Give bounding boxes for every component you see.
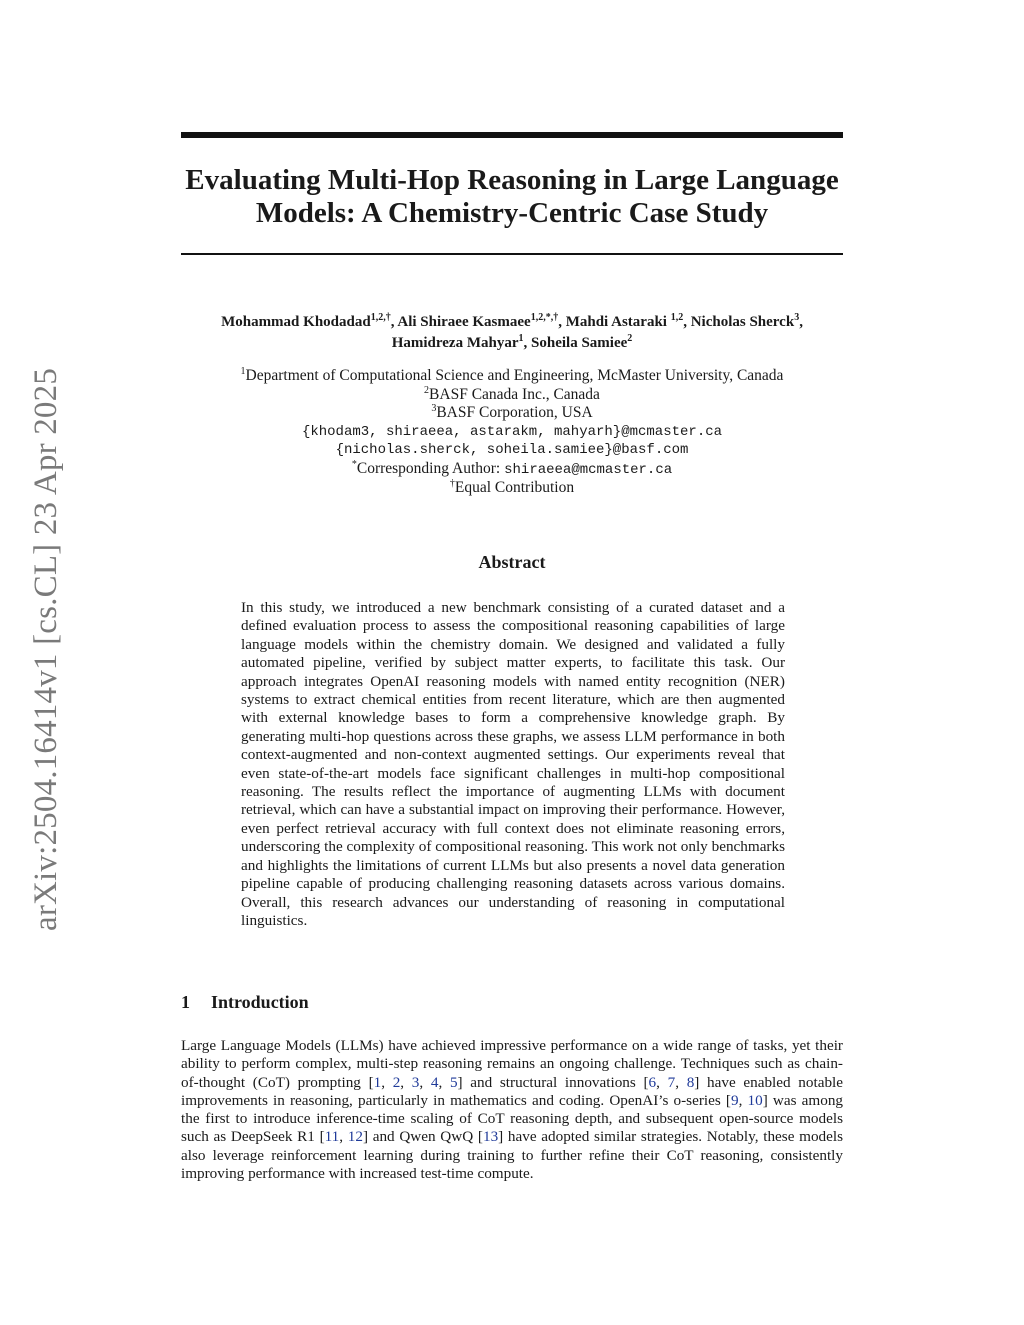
intro-text: , [438, 1073, 450, 1091]
arxiv-identifier [26, 356, 68, 942]
author-list [171, 312, 853, 354]
intro-text: , [738, 1091, 748, 1109]
author: Mahdi Astaraki $^{1,2}$, [565, 312, 691, 330]
section-title: Introduction [211, 992, 309, 1012]
intro-text: , [675, 1073, 687, 1091]
abstract-text: In this study, we introduced a new benchmark consisting of a curated dataset and a defined evaluation process to assess the compositional reasoning capabilities of large language models within the chemistry domain. We designed and validated a fully automated pipeline, verified by subject matter experts, to facilitate this task. Our approach integrates OpenAI reasoning models with named entity recognition (NER) systems to extract chemical entities from recent literature, which are then augmented with external knowledge bases to form a comprehensive knowledge graph. By generating multi-hop questions across these graphs, we assess LLM performance in both context-augmented and non-context augmented settings. Our experiments reveal that even state-of-the-art models face significant challenges in multi-hop compositional reasoning. The results reflect the importance of augmenting LLMs with document retrieval, which can have a substantial impact on improving their performance. However, even perfect retrieval accuracy with full context does not eliminate reasoning errors, underscoring the complexity of compositional reasoning. This work not only benchmarks and highlights the limitations of current LLMs but also presents a novel data generation pipeline capable of producing challenging reasoning datasets across various domains. Overall, this research advances our understanding of reasoning in computational linguistics. [241, 599, 785, 929]
intro-text: , [400, 1073, 412, 1091]
citation-link[interactable]: 11 [324, 1128, 340, 1146]
affiliation: $^1$Department of Computational Science and Engineering, McMaster University, Canada [240, 365, 784, 384]
intro-text: ] was among the first to introduce inference-time scaling of CoT reasoning depth, and subsequent open-source models such as DeepSeek R1 [ [181, 1091, 844, 1146]
intro-text: , [656, 1073, 668, 1091]
author: Ali Shiraee Kasmaee$^{1,2,*,\dagger}$, [397, 312, 566, 330]
author: Soheila Samiee$^2$ [531, 333, 633, 351]
title-top-rule [181, 132, 843, 138]
intro-text: , [339, 1128, 348, 1146]
intro-text: ] have enabled notable improvements in reasoning, particularly in mathematics and coding. OpenAI’s o-series [ [181, 1073, 844, 1109]
citation-link[interactable]: 7 [667, 1073, 676, 1091]
equal-contribution-note: †Equal Contribution [449, 477, 575, 496]
intro-text: Large Language Models (LLMs) have achieved impressive performance on a wide range of tasks, yet their ability to perform complex, multi-step reasoning remains an ongoing challenge. Techniques such as chain-of-thought (CoT) prompting [ [181, 1037, 843, 1091]
citation-link[interactable]: 12 [347, 1128, 363, 1146]
affiliation: $^3$BASF Corporation, USA [431, 402, 593, 421]
citation-link[interactable]: 13 [482, 1128, 499, 1146]
email-line[interactable]: {nicholas.sherck, soheila.samiee}@basf.com [335, 442, 689, 458]
citation-link[interactable]: 6 [648, 1073, 657, 1091]
intro-text: ] and Qwen QwQ [ [362, 1128, 483, 1146]
intro-text: ] and structural innovations [ [457, 1073, 649, 1091]
abstract-heading: Abstract [478, 552, 546, 572]
author: Nicholas Sherck$^3$, [690, 312, 803, 330]
corresponding-email[interactable]: shiraeea@mcmaster.ca [504, 461, 673, 478]
corresponding-author: *Corresponding Author: shiraeea@mcmaster.ca [351, 458, 673, 478]
affiliation: $^2$BASF Canada Inc., Canada [424, 384, 600, 403]
affiliations [181, 367, 843, 498]
intro-text: , [419, 1073, 431, 1091]
section-number: 1 [181, 992, 190, 1012]
citation-link[interactable]: 5 [449, 1073, 458, 1091]
email-line[interactable]: {khodam3, shiraeea, astarakm, mahyarh}@mcmaster.ca [301, 423, 723, 440]
citation-link[interactable]: 10 [747, 1091, 763, 1109]
citation-link[interactable]: 9 [730, 1091, 739, 1109]
section-heading [181, 992, 843, 1013]
paper-title: Evaluating Multi-Hop Reasoning in Large Language Models: A Chemistry-Centric Case Study [185, 164, 839, 229]
introduction-paragraph [181, 1037, 843, 1183]
citation-link[interactable]: 8 [686, 1073, 695, 1091]
author: Hamidreza Mahyar$^1$, [391, 333, 532, 351]
author: Mohammad Khodadad$^{1,2,\dagger}$, [221, 312, 398, 330]
citation-link[interactable]: 3 [411, 1073, 420, 1091]
intro-text: , [381, 1073, 393, 1091]
citation-link[interactable]: 4 [430, 1073, 439, 1091]
citation-link[interactable]: 1 [373, 1073, 382, 1091]
citation-link[interactable]: 2 [392, 1073, 401, 1091]
arxiv-identifier-text: arXiv:2504.16414v1 [cs.CL] 23 Apr 2025 [28, 367, 65, 931]
title-bottom-rule [181, 253, 843, 255]
intro-text: ] have adopted similar strategies. Notably, these models also leverage reinforcement learning during training to further refine their CoT reasoning, consistently improving performance with increased test-time compute. [181, 1128, 844, 1183]
